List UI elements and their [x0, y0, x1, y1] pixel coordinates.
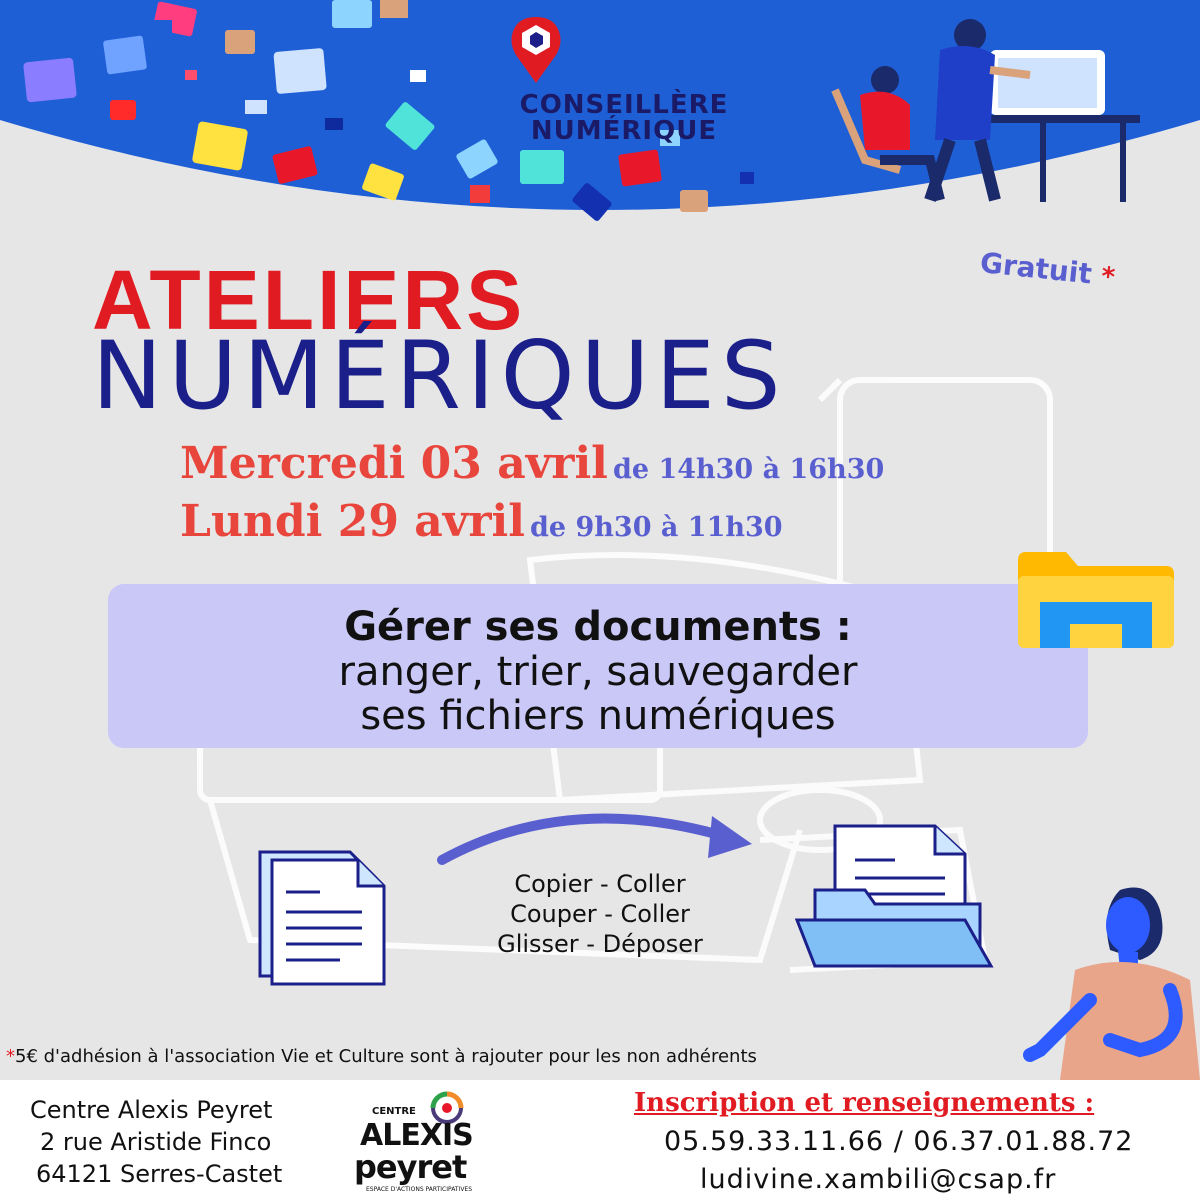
footnote: [6, 1046, 757, 1067]
session-time: de 9h30 à 11h30: [530, 512, 783, 543]
open-folder-document-icon: [795, 820, 995, 970]
session-2: [180, 496, 783, 547]
conseillere-numerique-badge: [506, 92, 742, 144]
topic-title: Gérer ses documents :: [344, 604, 852, 650]
logo-tagline: ESPACE D'ACTIONS PARTICIPATIVES: [366, 1186, 473, 1193]
people-at-computer-illustration: [820, 10, 1150, 210]
logo-line-2: peyret: [354, 1148, 467, 1186]
centre-alexis-peyret-logo: [352, 1088, 502, 1198]
footnote-text: 5€ d'adhésion à l'association Vie et Culture sont à rajouter pour les non adhérents: [15, 1046, 757, 1067]
badge-line1: CONSEILLÈRE: [519, 90, 729, 120]
contact-phones: 05.59.33.11.66 / 06.37.01.88.72: [664, 1126, 1134, 1157]
session-time: de 14h30 à 16h30: [612, 454, 885, 485]
topic-line-2: ses fichiers numériques: [360, 693, 836, 739]
price-label: Gratuit: [978, 246, 1094, 291]
session-day: Mercredi 03 avril: [180, 438, 608, 489]
arrow-icon: [430, 800, 770, 870]
woman-illustration: [1020, 880, 1200, 1080]
contact-email: ludivine.xambili@csap.fr: [700, 1164, 1057, 1195]
logo-small-text: CENTRE: [372, 1106, 416, 1117]
folder-icon: [1018, 552, 1174, 648]
logo-line-1: ALEXIS: [360, 1118, 473, 1153]
title-ateliers: ATELIERS: [92, 253, 526, 347]
session-1: [180, 438, 884, 489]
title-numeriques: NUMÉRIQUES: [92, 322, 787, 431]
contact-title: Inscription et renseignements :: [634, 1088, 1095, 1118]
topic-box: [108, 584, 1088, 748]
documents-icon: [250, 840, 400, 990]
action-copy-paste: Copier - Coller: [514, 870, 686, 898]
address-line-2: 2 rue Aristide Finco: [40, 1128, 272, 1156]
action-drag-drop: Glisser - Déposer: [497, 930, 703, 958]
session-day: Lundi 29 avril: [180, 496, 525, 547]
action-cut-paste: Couper - Coller: [510, 900, 690, 928]
topic-line-1: ranger, trier, sauvegarder: [338, 649, 858, 695]
price-marker: *: [1099, 261, 1117, 293]
badge-line2: NUMÉRIQUE: [530, 116, 718, 146]
address-line-1: Centre Alexis Peyret: [30, 1096, 273, 1124]
footnote-marker: *: [6, 1046, 15, 1067]
map-pin-logo-icon: [510, 15, 562, 85]
address-line-3: 64121 Serres-Castet: [36, 1160, 283, 1188]
